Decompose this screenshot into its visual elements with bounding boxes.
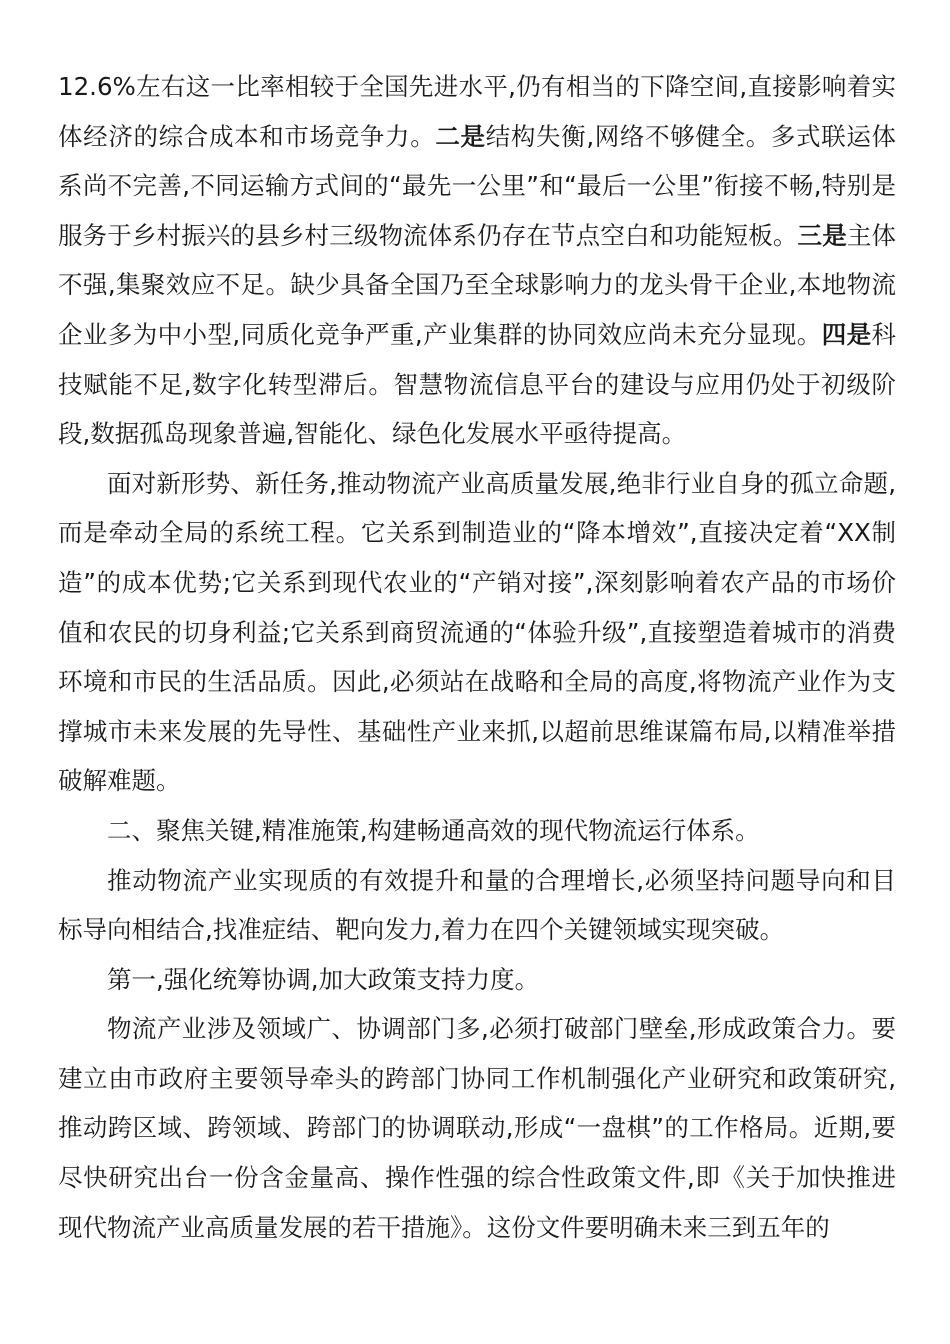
paragraph-intro: 推动物流产业实现质的有效提升和量的合理增长,必须坚持问题导向和目标导向相结合,找准症结、靶向发力,着力在四个关键领域实现突破。	[58, 865, 896, 945]
subsection-heading: 第一,强化统筹协调,加大政策支持力度。	[107, 964, 540, 994]
text-run: 结构失衡,网络不够健全。多式联运体系尚不完善,不同运输方式间的“最先一公里”和“最后一公里”衔接不畅,特别是服务于乡村振兴的县乡村三级物流体系仍存在节点空白和功能短板。	[58, 121, 897, 250]
section-heading: 二、聚焦关键,精准施策,构建畅通高效的现代物流运行体系。	[107, 815, 760, 845]
document-page	[58, 62, 896, 1252]
paragraph-significance: 面对新形势、新任务,推动物流产业高质量发展,绝非行业自身的孤立命题,而是牵动全局的系统工程。它关系到制造业的“降本增效”,直接决定着“XX制造”的成本优势;它关系到现代农业的“产销对接”,深刻影响着农产品的市场价值和农民的切身利益;它关系到商贸流通的“体验升级”,直接塑造着城市的消费环境和市民的生活品质。因此,必须站在战略和全局的高度,将物流产业作为支撑城市未来发展的先导性、基础性产业来抓,以超前思维谋篇布局,以精准举措破解难题。	[58, 468, 896, 796]
bold-lead: 四是	[821, 319, 872, 349]
bold-lead: 三是	[797, 220, 847, 250]
text-run: 科技赋能不足,数字化转型滞后。智慧物流信息平台的建设与应用仍处于初级阶段,数据孤岛现象普遍,智能化、绿色化发展水平亟待提高。	[58, 319, 897, 449]
paragraph-problems	[58, 62, 896, 459]
text-run: 主体不强,集聚效应不足。缺少具备全国乃至全球影响力的龙头骨干企业,本地物流企业多为中小型,同质化竞争严重,产业集群的协同效应尚未充分显现。	[58, 220, 897, 349]
paragraph-policy: 物流产业涉及领域广、协调部门多,必须打破部门壁垒,形成政策合力。要建立由市政府主要领导牵头的跨部门协同工作机制强化产业研究和政策研究,推动跨区域、跨领域、跨部门的协调联动,形成“一盘棋”的工作格局。近期,要尽快研究出台一份含金量高、操作性强的综合性政策文件,即《关于加快推进现代物流产业高质量发展的若干措施》。这份文件要明确未来三到五年的	[58, 1014, 896, 1242]
bold-lead: 二是	[435, 121, 486, 151]
text-run: 12.6%左右这一比率相较于全国先进水平,仍有相当的下降空间,直接影响着实体经济的综合成本和市场竞争力。	[58, 72, 896, 151]
